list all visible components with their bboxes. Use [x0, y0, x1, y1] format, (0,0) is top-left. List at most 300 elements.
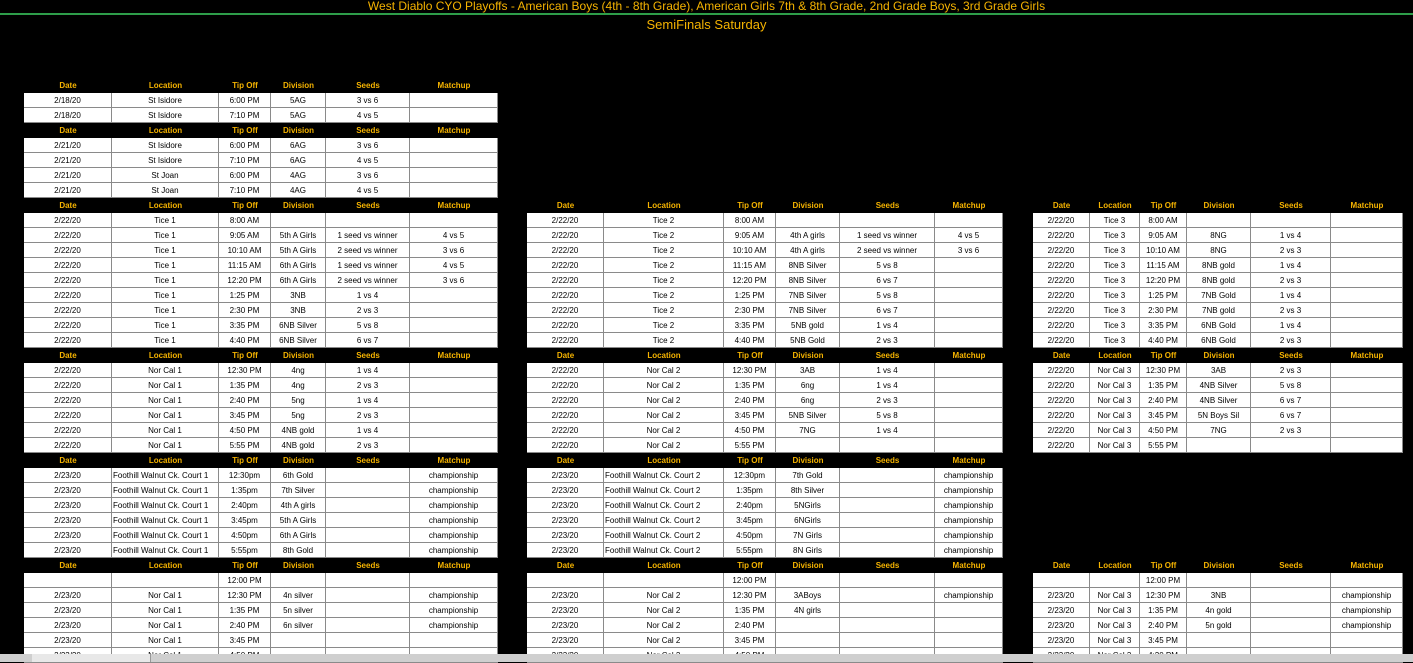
- cell-date[interactable]: 2/22/20: [527, 228, 604, 243]
- cell-division[interactable]: 6th A Girls: [271, 528, 326, 543]
- cell-date[interactable]: [527, 573, 604, 588]
- cell-date[interactable]: 2/22/20: [527, 408, 604, 423]
- column-header-division[interactable]: Division: [1203, 561, 1235, 570]
- cell-tip-off[interactable]: 1:35 PM: [724, 603, 776, 618]
- column-header-date[interactable]: Date: [1052, 201, 1071, 210]
- cell-location[interactable]: Tice 3: [1090, 288, 1140, 303]
- cell-date[interactable]: 2/23/20: [527, 513, 604, 528]
- cell-tip-off[interactable]: 5:55 PM: [1140, 438, 1187, 453]
- cell-date[interactable]: 2/22/20: [24, 423, 112, 438]
- cell-date[interactable]: 2/22/20: [1033, 363, 1090, 378]
- cell-division[interactable]: 4th A girls: [271, 498, 326, 513]
- cell-division[interactable]: 4AG: [271, 183, 326, 198]
- cell-date[interactable]: 2/22/20: [527, 213, 604, 228]
- cell-location[interactable]: Nor Cal 2: [604, 438, 724, 453]
- sheet-tab-bar[interactable]: [0, 654, 1413, 662]
- cell-tip-off[interactable]: 7:10 PM: [219, 108, 271, 123]
- column-header-seeds[interactable]: Seeds: [356, 351, 380, 360]
- cell-date[interactable]: 2/23/20: [24, 528, 112, 543]
- cell-tip-off[interactable]: 3:45 PM: [1140, 633, 1187, 648]
- cell-seeds[interactable]: 3 vs 6: [326, 93, 410, 108]
- cell-date[interactable]: 2/22/20: [1033, 243, 1090, 258]
- cell-date[interactable]: 2/22/20: [24, 438, 112, 453]
- cell-seeds[interactable]: 2 vs 3: [326, 408, 410, 423]
- cell-date[interactable]: 2/22/20: [527, 243, 604, 258]
- cell-seeds[interactable]: [840, 633, 935, 648]
- cell-matchup[interactable]: [935, 603, 1003, 618]
- cell-tip-off[interactable]: 5:55 PM: [219, 438, 271, 453]
- cell-matchup[interactable]: championship: [935, 528, 1003, 543]
- cell-division[interactable]: 4ng: [271, 378, 326, 393]
- cell-location[interactable]: Tice 2: [604, 303, 724, 318]
- sheet-tab[interactable]: [32, 654, 113, 662]
- cell-location[interactable]: Nor Cal 1: [112, 588, 219, 603]
- cell-seeds[interactable]: 2 vs 3: [1251, 303, 1331, 318]
- cell-tip-off[interactable]: 12:20 PM: [724, 273, 776, 288]
- cell-tip-off[interactable]: 5:55pm: [724, 543, 776, 558]
- cell-matchup[interactable]: 4 vs 5: [410, 228, 498, 243]
- cell-division[interactable]: 8NB Silver: [776, 273, 840, 288]
- column-header-location[interactable]: Location: [148, 126, 183, 135]
- cell-division[interactable]: 8NG: [1187, 243, 1251, 258]
- column-header-tip-off[interactable]: Tip Off: [232, 126, 258, 135]
- cell-date[interactable]: [1033, 573, 1090, 588]
- cell-location[interactable]: Tice 1: [112, 318, 219, 333]
- cell-date[interactable]: 2/23/20: [527, 498, 604, 513]
- cell-date[interactable]: 2/23/20: [24, 543, 112, 558]
- cell-tip-off[interactable]: 3:45 PM: [219, 408, 271, 423]
- column-header-tip-off[interactable]: Tip Off: [737, 351, 763, 360]
- cell-date[interactable]: [24, 573, 112, 588]
- column-header-division[interactable]: Division: [1203, 351, 1235, 360]
- cell-division[interactable]: 6NB Gold: [1187, 333, 1251, 348]
- cell-location[interactable]: Nor Cal 3: [1090, 633, 1140, 648]
- cell-division[interactable]: 6NB Silver: [271, 318, 326, 333]
- cell-matchup[interactable]: [410, 108, 498, 123]
- cell-date[interactable]: 2/22/20: [1033, 333, 1090, 348]
- column-header-matchup[interactable]: Matchup: [1350, 561, 1384, 570]
- cell-seeds[interactable]: 1 seed vs winner: [840, 228, 935, 243]
- cell-location[interactable]: Foothill Walnut Ck. Court 1: [112, 543, 219, 558]
- column-header-location[interactable]: Location: [148, 81, 183, 90]
- cell-tip-off[interactable]: 10:10 AM: [219, 243, 271, 258]
- cell-seeds[interactable]: 1 vs 4: [840, 378, 935, 393]
- cell-tip-off[interactable]: 12:30 PM: [1140, 588, 1187, 603]
- cell-division[interactable]: 4n silver: [271, 588, 326, 603]
- cell-date[interactable]: 2/22/20: [1033, 213, 1090, 228]
- cell-location[interactable]: Foothill Walnut Ck. Court 2: [604, 528, 724, 543]
- cell-date[interactable]: 2/22/20: [527, 393, 604, 408]
- cell-matchup[interactable]: championship: [1331, 618, 1403, 633]
- column-header-division[interactable]: Division: [282, 561, 315, 570]
- cell-division[interactable]: 6AG: [271, 153, 326, 168]
- cell-seeds[interactable]: [326, 213, 410, 228]
- cell-division[interactable]: 6AG: [271, 138, 326, 153]
- column-header-date[interactable]: Date: [556, 351, 575, 360]
- cell-matchup[interactable]: [935, 393, 1003, 408]
- cell-division[interactable]: 7NB Silver: [776, 288, 840, 303]
- cell-seeds[interactable]: [840, 618, 935, 633]
- cell-division[interactable]: 3ABoys: [776, 588, 840, 603]
- cell-seeds[interactable]: 5 vs 8: [840, 288, 935, 303]
- cell-seeds[interactable]: 2 seed vs winner: [326, 243, 410, 258]
- cell-location[interactable]: Tice 1: [112, 303, 219, 318]
- column-header-date[interactable]: Date: [59, 351, 77, 360]
- cell-date[interactable]: 2/22/20: [24, 288, 112, 303]
- cell-tip-off[interactable]: 1:35 PM: [219, 378, 271, 393]
- cell-matchup[interactable]: championship: [410, 588, 498, 603]
- cell-date[interactable]: 2/22/20: [527, 438, 604, 453]
- cell-division[interactable]: 4th A girls: [776, 228, 840, 243]
- cell-tip-off[interactable]: 2:30 PM: [724, 303, 776, 318]
- cell-division[interactable]: 7th Silver: [271, 483, 326, 498]
- cell-seeds[interactable]: 6 vs 7: [1251, 393, 1331, 408]
- cell-matchup[interactable]: championship: [935, 498, 1003, 513]
- column-header-matchup[interactable]: Matchup: [1350, 201, 1384, 210]
- cell-date[interactable]: 2/23/20: [527, 588, 604, 603]
- cell-tip-off[interactable]: 3:35 PM: [219, 318, 271, 333]
- column-header-division[interactable]: Division: [282, 201, 315, 210]
- column-header-seeds[interactable]: Seeds: [875, 456, 900, 465]
- cell-tip-off[interactable]: 1:25 PM: [724, 288, 776, 303]
- cell-location[interactable]: Tice 1: [112, 288, 219, 303]
- column-header-division[interactable]: Division: [282, 81, 315, 90]
- cell-date[interactable]: 2/18/20: [24, 93, 112, 108]
- column-header-division[interactable]: Division: [282, 126, 315, 135]
- cell-division[interactable]: [776, 438, 840, 453]
- cell-tip-off[interactable]: 12:30 PM: [219, 588, 271, 603]
- cell-tip-off[interactable]: 6:00 PM: [219, 138, 271, 153]
- cell-date[interactable]: 2/23/20: [24, 468, 112, 483]
- cell-tip-off[interactable]: 2:40pm: [219, 498, 271, 513]
- cell-date[interactable]: 2/21/20: [24, 168, 112, 183]
- cell-division[interactable]: 8th Silver: [776, 483, 840, 498]
- cell-matchup[interactable]: [935, 633, 1003, 648]
- cell-tip-off[interactable]: 5:55pm: [219, 543, 271, 558]
- cell-division[interactable]: 4N girls: [776, 603, 840, 618]
- cell-date[interactable]: 2/23/20: [1033, 588, 1090, 603]
- cell-division[interactable]: 6NGirls: [776, 513, 840, 528]
- cell-seeds[interactable]: [840, 438, 935, 453]
- cell-date[interactable]: 2/22/20: [527, 303, 604, 318]
- column-header-tip-off[interactable]: Tip Off: [232, 81, 258, 90]
- column-header-date[interactable]: Date: [1052, 561, 1071, 570]
- cell-seeds[interactable]: [840, 528, 935, 543]
- cell-division[interactable]: 7N Girls: [776, 528, 840, 543]
- cell-seeds[interactable]: 1 vs 4: [326, 363, 410, 378]
- cell-date[interactable]: 2/22/20: [24, 318, 112, 333]
- cell-seeds[interactable]: [840, 588, 935, 603]
- cell-location[interactable]: St Isidore: [112, 138, 219, 153]
- cell-date[interactable]: 2/22/20: [24, 228, 112, 243]
- column-header-location[interactable]: Location: [647, 351, 681, 360]
- cell-location[interactable]: Tice 2: [604, 288, 724, 303]
- column-header-seeds[interactable]: Seeds: [875, 201, 900, 210]
- column-header-tip-off[interactable]: Tip Off: [232, 351, 258, 360]
- column-header-date[interactable]: Date: [1052, 351, 1071, 360]
- cell-seeds[interactable]: [1251, 603, 1331, 618]
- cell-seeds[interactable]: 4 vs 5: [326, 153, 410, 168]
- cell-seeds[interactable]: [326, 573, 410, 588]
- cell-seeds[interactable]: 2 vs 3: [1251, 333, 1331, 348]
- cell-matchup[interactable]: championship: [410, 498, 498, 513]
- cell-date[interactable]: 2/23/20: [24, 513, 112, 528]
- cell-matchup[interactable]: championship: [410, 603, 498, 618]
- cell-seeds[interactable]: [840, 603, 935, 618]
- cell-date[interactable]: 2/22/20: [527, 423, 604, 438]
- cell-tip-off[interactable]: 4:40 PM: [724, 333, 776, 348]
- cell-matchup[interactable]: [935, 303, 1003, 318]
- cell-seeds[interactable]: 1 vs 4: [840, 318, 935, 333]
- cell-location[interactable]: Tice 3: [1090, 258, 1140, 273]
- column-header-division[interactable]: Division: [1203, 201, 1235, 210]
- cell-seeds[interactable]: 2 vs 3: [840, 393, 935, 408]
- cell-location[interactable]: Tice 2: [604, 243, 724, 258]
- cell-tip-off[interactable]: 3:45 PM: [219, 633, 271, 648]
- column-header-location[interactable]: Location: [148, 456, 183, 465]
- cell-seeds[interactable]: [326, 498, 410, 513]
- cell-date[interactable]: 2/23/20: [527, 483, 604, 498]
- cell-date[interactable]: 2/23/20: [24, 498, 112, 513]
- column-header-division[interactable]: Division: [792, 201, 824, 210]
- cell-division[interactable]: 3NB: [271, 288, 326, 303]
- cell-tip-off[interactable]: 12:00 PM: [724, 573, 776, 588]
- cell-seeds[interactable]: 5 vs 8: [840, 258, 935, 273]
- cell-date[interactable]: 2/22/20: [1033, 423, 1090, 438]
- cell-location[interactable]: Nor Cal 3: [1090, 363, 1140, 378]
- cell-tip-off[interactable]: 1:25 PM: [1140, 288, 1187, 303]
- cell-matchup[interactable]: [410, 438, 498, 453]
- cell-tip-off[interactable]: 12:20 PM: [1140, 273, 1187, 288]
- cell-seeds[interactable]: [840, 498, 935, 513]
- cell-seeds[interactable]: 4 vs 5: [326, 183, 410, 198]
- column-header-matchup[interactable]: Matchup: [437, 81, 471, 90]
- cell-division[interactable]: 5AG: [271, 108, 326, 123]
- cell-date[interactable]: 2/22/20: [527, 363, 604, 378]
- cell-tip-off[interactable]: 4:50 PM: [1140, 423, 1187, 438]
- cell-matchup[interactable]: championship: [410, 543, 498, 558]
- cell-tip-off[interactable]: 5:55 PM: [724, 438, 776, 453]
- cell-date[interactable]: 2/22/20: [24, 378, 112, 393]
- cell-date[interactable]: 2/22/20: [1033, 318, 1090, 333]
- cell-seeds[interactable]: 3 vs 6: [326, 138, 410, 153]
- cell-matchup[interactable]: [1331, 273, 1403, 288]
- column-header-seeds[interactable]: Seeds: [356, 201, 380, 210]
- cell-division[interactable]: 3AB: [776, 363, 840, 378]
- cell-location[interactable]: Nor Cal 1: [112, 633, 219, 648]
- column-header-division[interactable]: Division: [792, 456, 824, 465]
- cell-date[interactable]: 2/23/20: [24, 633, 112, 648]
- cell-location[interactable]: Tice 2: [604, 213, 724, 228]
- cell-location[interactable]: Nor Cal 3: [1090, 588, 1140, 603]
- cell-division[interactable]: 8N Girls: [776, 543, 840, 558]
- cell-seeds[interactable]: [840, 213, 935, 228]
- cell-seeds[interactable]: [1251, 438, 1331, 453]
- cell-seeds[interactable]: [1251, 213, 1331, 228]
- column-header-matchup[interactable]: Matchup: [952, 456, 986, 465]
- cell-matchup[interactable]: championship: [410, 528, 498, 543]
- cell-date[interactable]: 2/22/20: [24, 393, 112, 408]
- column-header-seeds[interactable]: Seeds: [356, 561, 380, 570]
- cell-date[interactable]: 2/22/20: [24, 213, 112, 228]
- cell-matchup[interactable]: championship: [410, 483, 498, 498]
- column-header-matchup[interactable]: Matchup: [1350, 351, 1384, 360]
- cell-matchup[interactable]: [935, 273, 1003, 288]
- cell-seeds[interactable]: 4 vs 5: [326, 108, 410, 123]
- cell-matchup[interactable]: [935, 378, 1003, 393]
- cell-date[interactable]: 2/23/20: [24, 483, 112, 498]
- cell-tip-off[interactable]: 2:40pm: [724, 498, 776, 513]
- cell-tip-off[interactable]: 11:15 AM: [724, 258, 776, 273]
- cell-seeds[interactable]: 2 vs 3: [326, 303, 410, 318]
- column-header-matchup[interactable]: Matchup: [437, 456, 471, 465]
- cell-seeds[interactable]: [1251, 618, 1331, 633]
- cell-matchup[interactable]: 4 vs 5: [935, 228, 1003, 243]
- column-header-matchup[interactable]: Matchup: [437, 561, 471, 570]
- cell-date[interactable]: 2/21/20: [24, 138, 112, 153]
- cell-location[interactable]: [604, 573, 724, 588]
- column-header-matchup[interactable]: Matchup: [437, 351, 471, 360]
- cell-matchup[interactable]: [410, 408, 498, 423]
- cell-tip-off[interactable]: 1:25 PM: [219, 288, 271, 303]
- cell-division[interactable]: 6th A Girls: [271, 273, 326, 288]
- cell-seeds[interactable]: [326, 468, 410, 483]
- column-header-seeds[interactable]: Seeds: [1279, 201, 1303, 210]
- cell-location[interactable]: Foothill Walnut Ck. Court 1: [112, 483, 219, 498]
- cell-date[interactable]: 2/23/20: [527, 528, 604, 543]
- cell-division[interactable]: [1187, 438, 1251, 453]
- cell-tip-off[interactable]: 12:30 PM: [1140, 363, 1187, 378]
- cell-seeds[interactable]: 6 vs 7: [840, 303, 935, 318]
- cell-matchup[interactable]: [1331, 288, 1403, 303]
- cell-location[interactable]: Nor Cal 3: [1090, 603, 1140, 618]
- cell-division[interactable]: 4NB gold: [271, 438, 326, 453]
- column-header-seeds[interactable]: Seeds: [1279, 561, 1303, 570]
- cell-seeds[interactable]: 1 vs 4: [1251, 258, 1331, 273]
- column-header-location[interactable]: Location: [148, 201, 183, 210]
- cell-tip-off[interactable]: 3:45 PM: [724, 408, 776, 423]
- column-header-seeds[interactable]: Seeds: [875, 561, 900, 570]
- cell-location[interactable]: Nor Cal 3: [1090, 423, 1140, 438]
- cell-division[interactable]: 7NB gold: [1187, 303, 1251, 318]
- cell-seeds[interactable]: [840, 468, 935, 483]
- cell-tip-off[interactable]: 6:00 PM: [219, 93, 271, 108]
- cell-date[interactable]: 2/22/20: [527, 378, 604, 393]
- cell-location[interactable]: Tice 3: [1090, 243, 1140, 258]
- cell-seeds[interactable]: [840, 513, 935, 528]
- cell-date[interactable]: 2/21/20: [24, 183, 112, 198]
- cell-division[interactable]: 6ng: [776, 393, 840, 408]
- cell-matchup[interactable]: championship: [1331, 603, 1403, 618]
- cell-location[interactable]: Nor Cal 3: [1090, 438, 1140, 453]
- cell-tip-off[interactable]: 12:30 PM: [724, 588, 776, 603]
- column-header-tip-off[interactable]: Tip Off: [737, 456, 763, 465]
- cell-location[interactable]: Foothill Walnut Ck. Court 2: [604, 513, 724, 528]
- cell-date[interactable]: 2/23/20: [1033, 618, 1090, 633]
- cell-tip-off[interactable]: 12:00 PM: [1140, 573, 1187, 588]
- column-header-tip-off[interactable]: Tip Off: [1150, 561, 1177, 570]
- cell-tip-off[interactable]: 8:00 AM: [1140, 213, 1187, 228]
- cell-matchup[interactable]: [1331, 228, 1403, 243]
- cell-location[interactable]: Tice 2: [604, 228, 724, 243]
- cell-location[interactable]: Foothill Walnut Ck. Court 1: [112, 513, 219, 528]
- cell-seeds[interactable]: [326, 618, 410, 633]
- column-header-tip-off[interactable]: Tip Off: [232, 201, 258, 210]
- cell-seeds[interactable]: [1251, 588, 1331, 603]
- cell-matchup[interactable]: [410, 318, 498, 333]
- cell-location[interactable]: Nor Cal 1: [112, 393, 219, 408]
- cell-location[interactable]: Tice 1: [112, 333, 219, 348]
- cell-tip-off[interactable]: 9:05 AM: [724, 228, 776, 243]
- column-header-matchup[interactable]: Matchup: [437, 126, 471, 135]
- cell-division[interactable]: 3NB: [1187, 588, 1251, 603]
- cell-seeds[interactable]: 1 seed vs winner: [326, 228, 410, 243]
- cell-tip-off[interactable]: 6:00 PM: [219, 168, 271, 183]
- cell-division[interactable]: [271, 213, 326, 228]
- column-header-date[interactable]: Date: [59, 456, 77, 465]
- cell-tip-off[interactable]: 12:30 PM: [219, 363, 271, 378]
- cell-division[interactable]: [271, 573, 326, 588]
- cell-date[interactable]: 2/23/20: [527, 468, 604, 483]
- cell-date[interactable]: 2/22/20: [1033, 393, 1090, 408]
- cell-tip-off[interactable]: 3:35 PM: [724, 318, 776, 333]
- cell-date[interactable]: 2/23/20: [527, 633, 604, 648]
- column-header-location[interactable]: Location: [1098, 561, 1132, 570]
- cell-location[interactable]: Foothill Walnut Ck. Court 2: [604, 483, 724, 498]
- cell-date[interactable]: 2/22/20: [1033, 378, 1090, 393]
- cell-date[interactable]: 2/23/20: [1033, 633, 1090, 648]
- cell-seeds[interactable]: [326, 483, 410, 498]
- cell-location[interactable]: Nor Cal 1: [112, 603, 219, 618]
- cell-division[interactable]: 5NB Silver: [776, 408, 840, 423]
- column-header-division[interactable]: Division: [282, 351, 315, 360]
- cell-seeds[interactable]: 3 vs 6: [326, 168, 410, 183]
- cell-matchup[interactable]: [1331, 318, 1403, 333]
- cell-location[interactable]: Nor Cal 2: [604, 603, 724, 618]
- cell-matchup[interactable]: [935, 573, 1003, 588]
- cell-location[interactable]: Tice 2: [604, 333, 724, 348]
- cell-tip-off[interactable]: 1:35pm: [219, 483, 271, 498]
- cell-matchup[interactable]: [1331, 438, 1403, 453]
- cell-division[interactable]: 8NB Silver: [776, 258, 840, 273]
- cell-matchup[interactable]: championship: [1331, 588, 1403, 603]
- column-header-location[interactable]: Location: [647, 201, 681, 210]
- cell-tip-off[interactable]: 1:35 PM: [219, 603, 271, 618]
- column-header-tip-off[interactable]: Tip Off: [737, 561, 763, 570]
- cell-division[interactable]: 7th Gold: [776, 468, 840, 483]
- column-header-matchup[interactable]: Matchup: [952, 351, 986, 360]
- cell-matchup[interactable]: [935, 438, 1003, 453]
- cell-matchup[interactable]: [410, 303, 498, 318]
- cell-location[interactable]: Nor Cal 2: [604, 378, 724, 393]
- column-header-location[interactable]: Location: [148, 561, 183, 570]
- cell-matchup[interactable]: [935, 363, 1003, 378]
- cell-division[interactable]: 7NG: [1187, 423, 1251, 438]
- cell-date[interactable]: 2/22/20: [1033, 438, 1090, 453]
- cell-tip-off[interactable]: 4:50pm: [724, 528, 776, 543]
- cell-tip-off[interactable]: 1:35 PM: [1140, 603, 1187, 618]
- cell-date[interactable]: 2/23/20: [24, 588, 112, 603]
- cell-seeds[interactable]: 2 vs 3: [1251, 273, 1331, 288]
- cell-division[interactable]: 4NB Silver: [1187, 393, 1251, 408]
- cell-location[interactable]: Tice 3: [1090, 333, 1140, 348]
- cell-matchup[interactable]: [410, 363, 498, 378]
- cell-matchup[interactable]: [410, 288, 498, 303]
- column-header-tip-off[interactable]: Tip Off: [232, 456, 258, 465]
- cell-seeds[interactable]: [326, 513, 410, 528]
- cell-location[interactable]: Nor Cal 3: [1090, 618, 1140, 633]
- cell-division[interactable]: 5th A Girls: [271, 228, 326, 243]
